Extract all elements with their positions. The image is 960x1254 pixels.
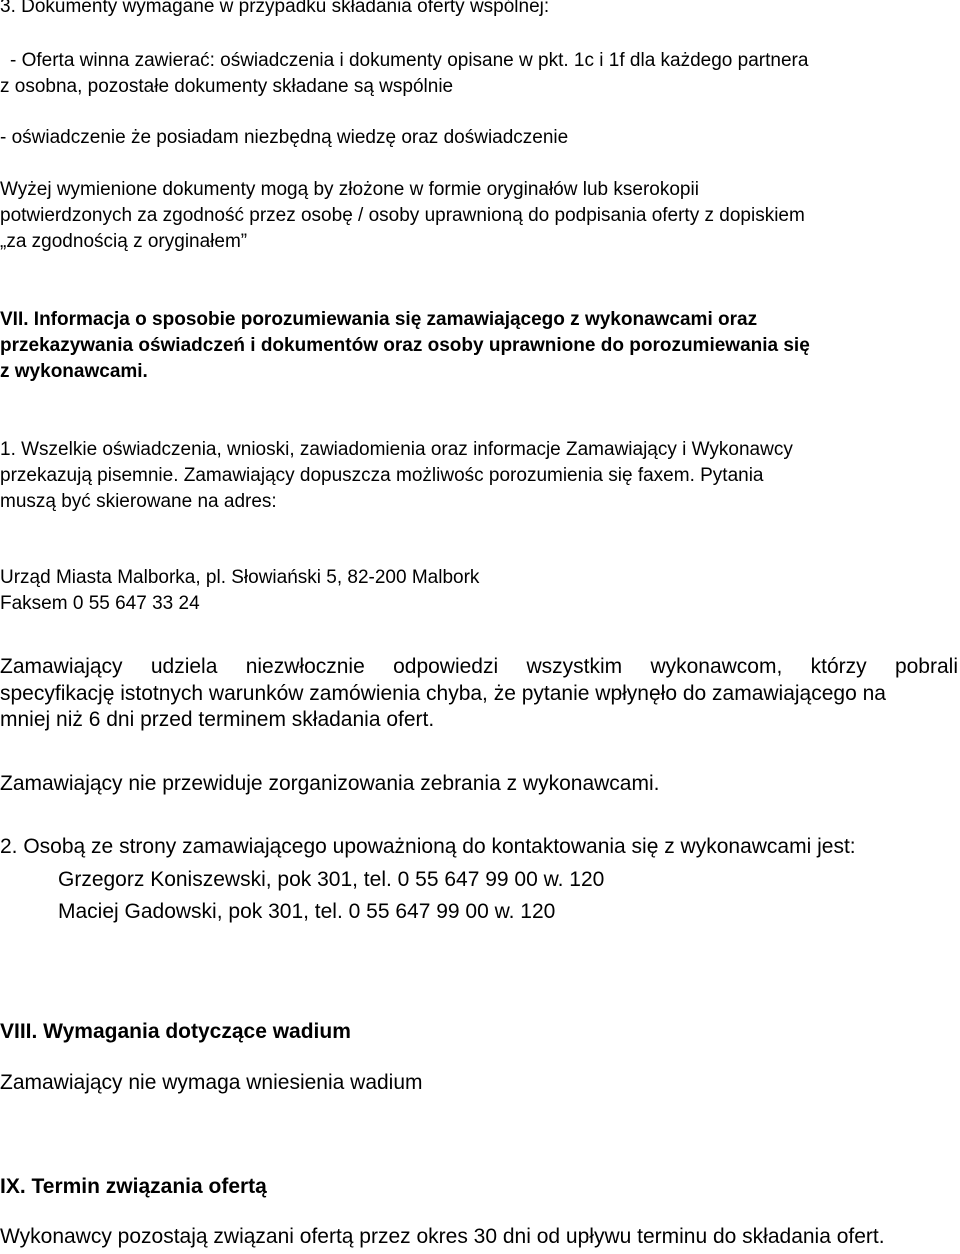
contact-1: Grzegorz Koniszewski, pok 301, tel. 0 55 647 99 00 w. 120: [58, 868, 605, 891]
no-meeting-line: Zamawiający nie przewiduje zorganizowania zebrania z wykonawcami.: [0, 772, 660, 795]
section-7-heading-line-2: przekazywania oświadczeń i dokumentów oraz osoby uprawnione do porozumiewania się: [0, 335, 810, 356]
section-3-line-6: „za zgodnością z oryginałem”: [0, 231, 248, 252]
section-3-line-2: z osobna, pozostałe dokumenty składane są wspólnie: [0, 76, 454, 97]
section-3-heading: 3. Dokumenty wymagane w przypadku składania oferty wspólnej:: [0, 0, 550, 17]
fax-line: Faksem 0 55 647 33 24: [0, 593, 200, 614]
section-9-text: Wykonawcy pozostają związani ofertą przez okres 30 dni od upływu terminu do składania ofert.: [0, 1225, 885, 1248]
section-3-line-5: potwierdzonych za zgodność przez osobę / osoby uprawnioną do podpisania oferty z dopiskiem: [0, 205, 805, 226]
section-3-line-4: Wyżej wymienione dokumenty mogą by złożone w formie oryginałów lub kserokopii: [0, 179, 699, 200]
answer-line-2: specyfikację istotnych warunków zamówienia chyba, że pytanie wpłynęło do zamawiającego na: [0, 682, 886, 705]
section-7-heading-line-1: VII. Informacja o sposobie porozumiewania się zamawiającego z wykonawcami oraz: [0, 309, 758, 330]
answer-line-3: mniej niż 6 dni przed terminem składania ofert.: [0, 708, 435, 731]
point-1-line-2: przekazują pisemnie. Zamawiający dopuszcza możliwośc porozumienia się faxem. Pytania: [0, 465, 764, 486]
point-2-line: 2. Osobą ze strony zamawiającego upoważnioną do kontaktowania się z wykonawcami jest:: [0, 835, 856, 858]
section-9-heading: IX. Termin związania ofertą: [0, 1175, 267, 1198]
section-7-heading-line-3: z wykonawcami.: [0, 361, 148, 382]
point-1-line-1: 1. Wszelkie oświadczenia, wnioski, zawiadomienia oraz informacje Zamawiający i Wykonawcy: [0, 439, 793, 460]
section-3-line-1: - Oferta winna zawierać: oświadczenia i dokumenty opisane w pkt. 1c i 1f dla każdego partnera: [10, 50, 809, 71]
section-8-heading: VIII. Wymagania dotyczące wadium: [0, 1020, 351, 1043]
answer-line-1: Zamawiający udziela niezwłocznie odpowiedzi wszystkim wykonawcom, którzy pobrali: [0, 655, 958, 678]
address-line: Urząd Miasta Malborka, pl. Słowiański 5, 82-200 Malbork: [0, 567, 480, 588]
section-3-line-3: - oświadczenie że posiadam niezbędną wiedzę oraz doświadczenie: [0, 127, 569, 148]
point-1-line-3: muszą być skierowane na adres:: [0, 491, 277, 512]
contact-2: Maciej Gadowski, pok 301, tel. 0 55 647 99 00 w. 120: [58, 900, 556, 923]
section-8-text: Zamawiający nie wymaga wniesienia wadium: [0, 1071, 423, 1094]
